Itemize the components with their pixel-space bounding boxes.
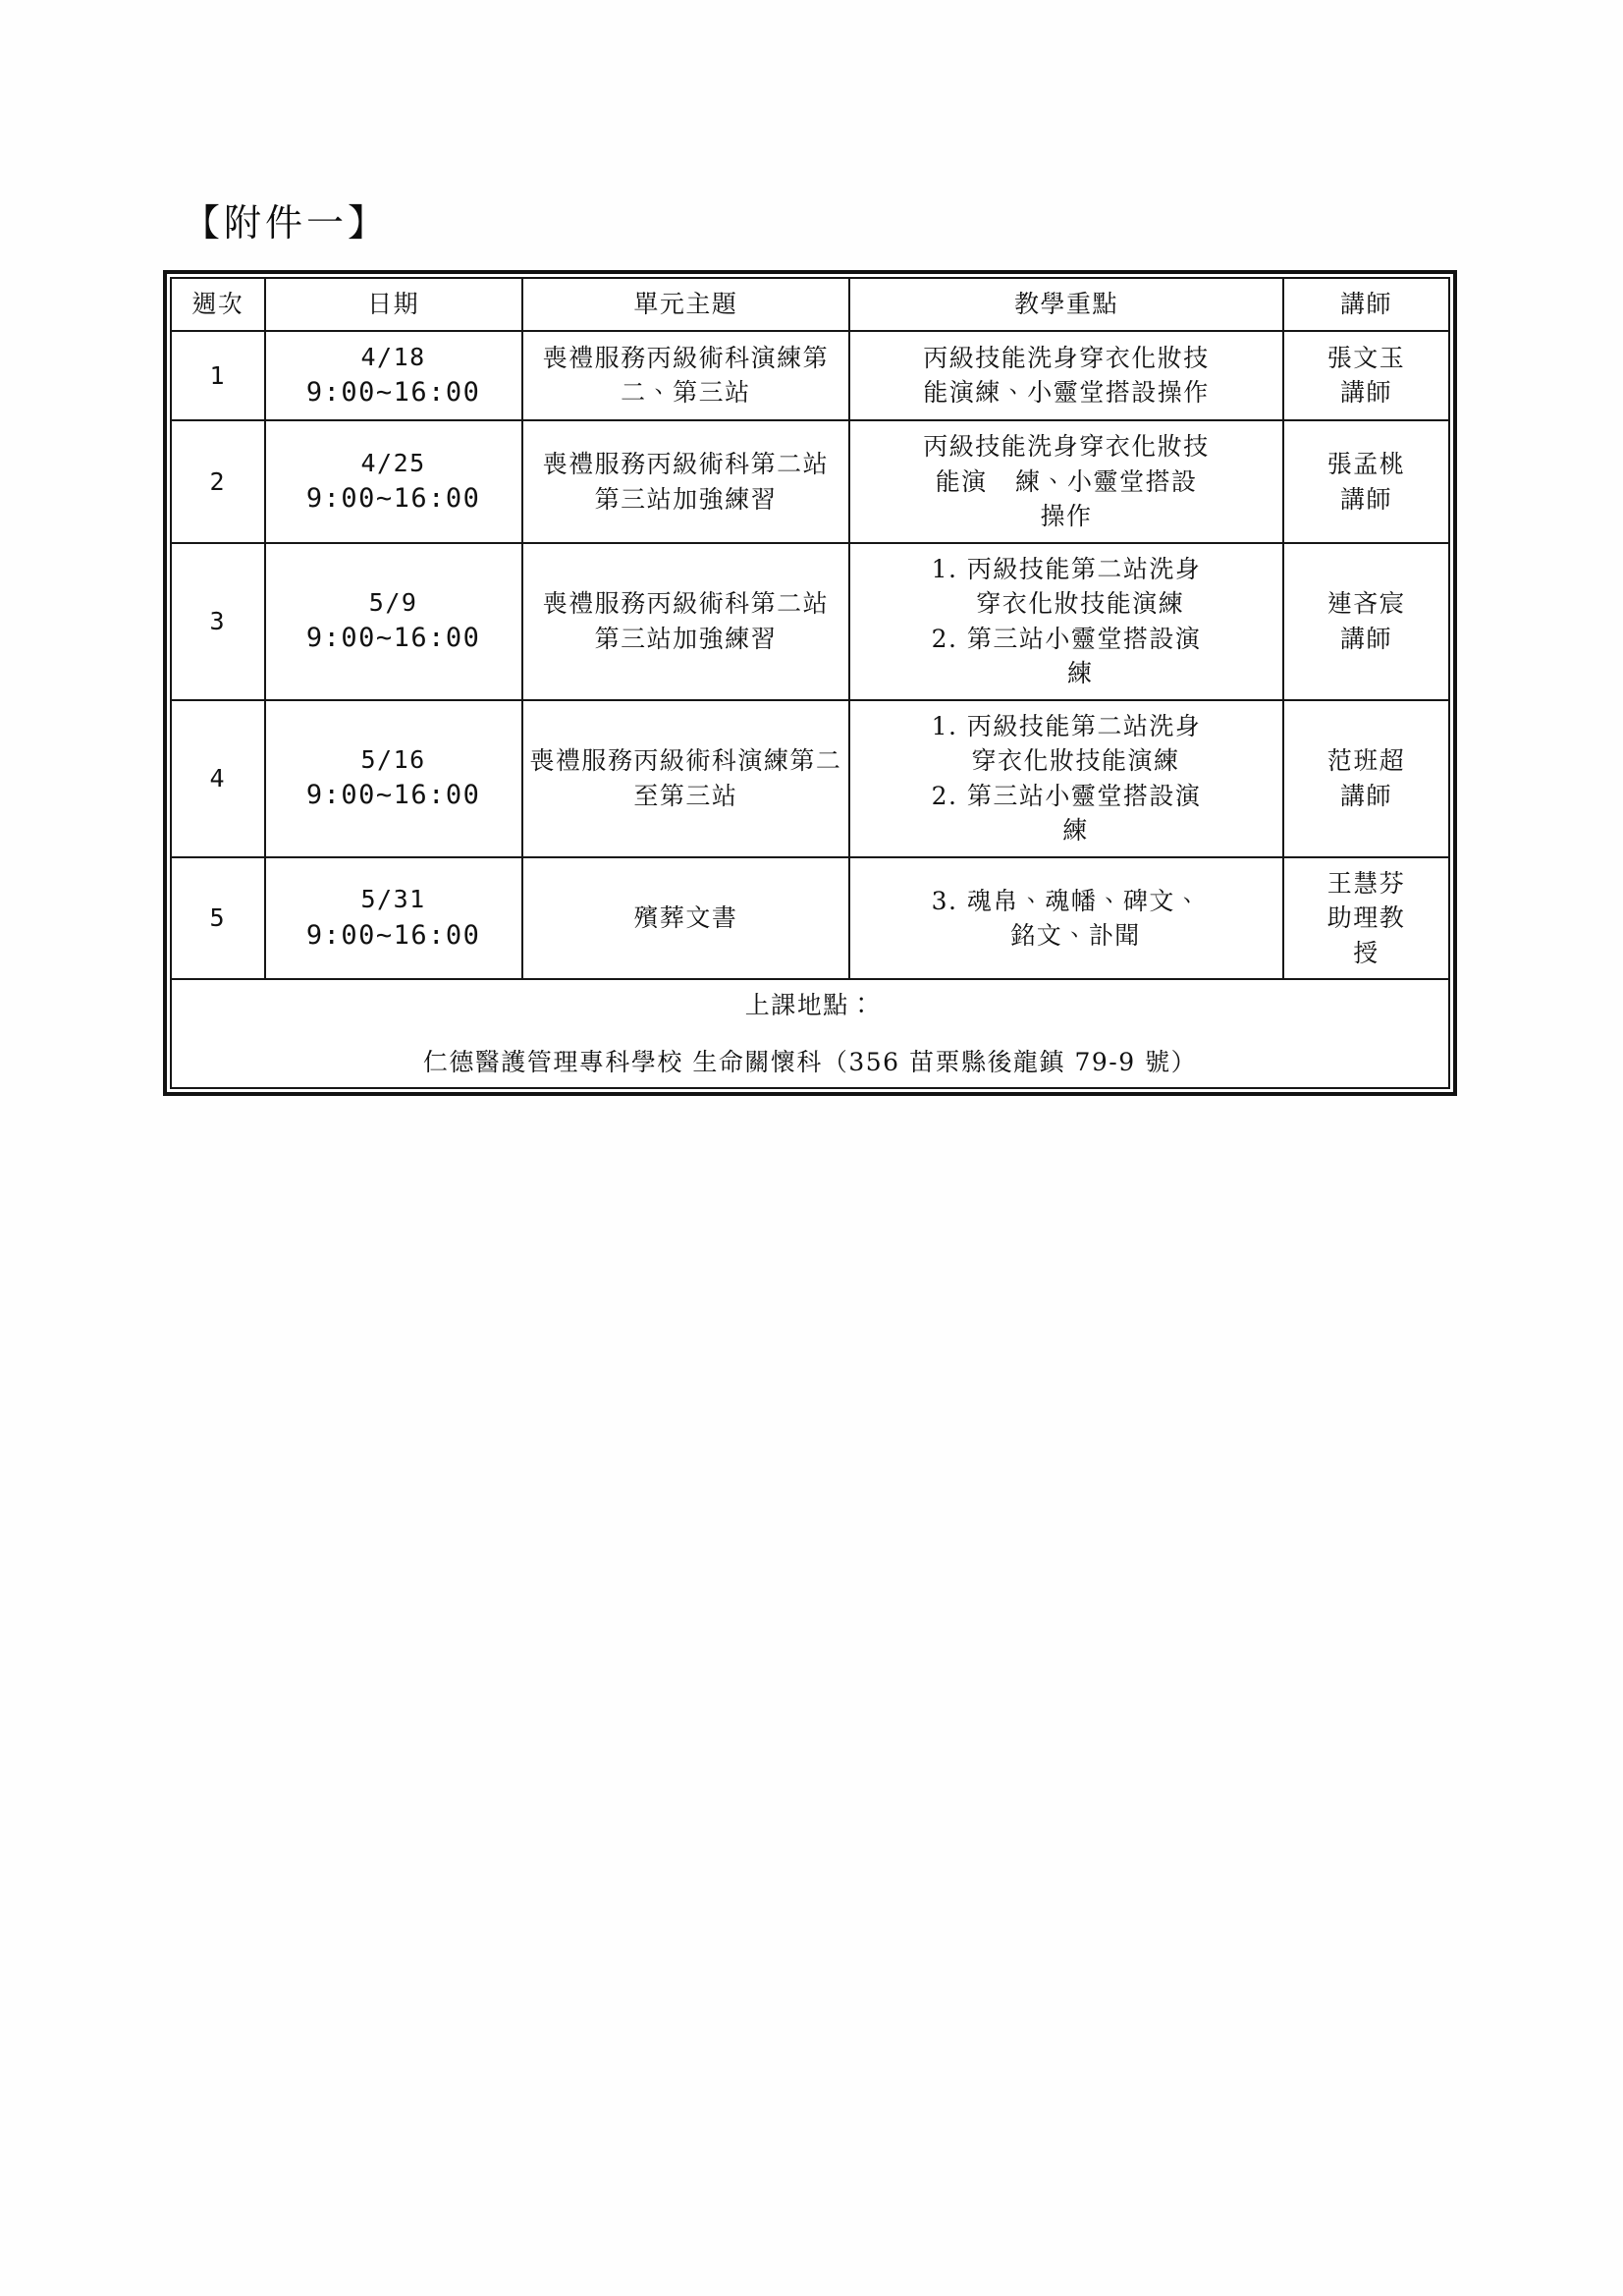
focus-line: 穿衣化妝技能演練 [947,589,1185,619]
schedule-table [170,277,1450,1089]
cell-date-time: 9:00~16:00 [305,919,481,951]
cell-week: 1 [171,331,265,421]
table-row [171,700,1449,857]
cell-date-time: 9:00~16:00 [305,623,481,654]
focus-line: 1. 丙級技能第二站洗身 [931,554,1202,583]
column-header-date: 日期 [265,278,522,331]
cell-topic: 殯葬文書 [522,857,849,980]
lecturer-line: 張孟桃 [1326,450,1406,479]
lecturer-line: 授 [1353,938,1380,967]
focus-line: 丙級技能洗身穿衣化妝技 [923,343,1210,372]
focus-line: 能演 練、小靈堂搭設 [935,466,1198,496]
focus-line: 1. 丙級技能第二站洗身 [931,711,1202,740]
cell-lecturer [1283,420,1449,543]
focus-line: 操作 [1040,502,1093,531]
cell-week: 5 [171,857,265,980]
cell-date-value: 5/16 [360,744,426,774]
lecturer-line: 張文玉 [1326,343,1406,372]
table-footer-row [171,979,1449,1088]
cell-date-time: 9:00~16:00 [305,780,481,811]
focus-line: 2. 第三站小靈堂搭設演 [931,624,1202,653]
cell-focus [849,857,1283,980]
focus-line: 練 [1039,659,1094,688]
lecturer-line: 講師 [1340,624,1393,653]
focus-line: 2. 第三站小靈堂搭設演 [931,781,1202,810]
lecturer-line: 講師 [1340,781,1393,810]
cell-topic: 喪禮服務丙級術科演練第二至第三站 [522,700,849,857]
cell-date [265,857,522,980]
cell-lecturer [1283,543,1449,700]
column-header-lecturer: 講師 [1283,278,1449,331]
cell-date-value: 5/31 [360,885,426,914]
cell-focus [849,543,1283,700]
focus-line: 3. 魂帛、魂幡、碑文、 [931,886,1202,915]
cell-date-time: 9:00~16:00 [305,377,481,408]
location-label: 上課地點： [744,991,876,1020]
cell-focus [849,331,1283,421]
schedule-table-container [163,270,1457,1096]
location-value: 仁德醫護管理專科學校 生命關懷科（356 苗栗縣後龍鎮 79-9 號） [422,1047,1198,1076]
cell-date [265,331,522,421]
cell-focus [849,700,1283,857]
column-header-focus: 教學重點 [849,278,1283,331]
page-title: 【附件一】 [183,201,390,245]
cell-date [265,700,522,857]
cell-date [265,420,522,543]
table-row [171,331,1449,421]
focus-line: 能演練、小靈堂搭設操作 [923,378,1210,408]
cell-date-value: 4/18 [360,342,426,371]
focus-line: 銘文、訃聞 [992,921,1141,951]
cell-lecturer [1283,857,1449,980]
lecturer-line: 范班超 [1326,746,1406,776]
cell-date [265,543,522,700]
column-header-week: 週次 [171,278,265,331]
focus-line: 穿衣化妝技能演練 [952,746,1180,776]
cell-date-value: 4/25 [360,448,426,477]
lecturer-line: 連吝宸 [1326,589,1406,619]
lecturer-line: 王慧芬 [1326,868,1406,898]
cell-date-time: 9:00~16:00 [305,483,481,515]
cell-focus [849,420,1283,543]
lecturer-line: 助理教 [1326,903,1406,933]
cell-topic: 喪禮服務丙級術科第二站 第三站加強練習 [522,420,849,543]
column-header-topic: 單元主題 [522,278,849,331]
table-row [171,857,1449,980]
cell-topic: 喪禮服務丙級術科第二站 第三站加強練習 [522,543,849,700]
cell-lecturer [1283,700,1449,857]
lecturer-line: 講師 [1340,378,1393,408]
table-body [171,331,1449,1089]
lecturer-line: 講師 [1340,484,1393,514]
table-row [171,420,1449,543]
focus-line: 練 [1044,816,1089,846]
cell-date-value: 5/9 [368,587,418,617]
table-row [171,543,1449,700]
cell-topic: 喪禮服務丙級術科演練第二、第三站 [522,331,849,421]
cell-week: 2 [171,420,265,543]
cell-week: 3 [171,543,265,700]
table-header-row [171,278,1449,331]
cell-week: 4 [171,700,265,857]
table-header [171,278,1449,331]
focus-line: 丙級技能洗身穿衣化妝技 [923,432,1210,462]
cell-lecturer [1283,331,1449,421]
cell-location [171,979,1449,1088]
